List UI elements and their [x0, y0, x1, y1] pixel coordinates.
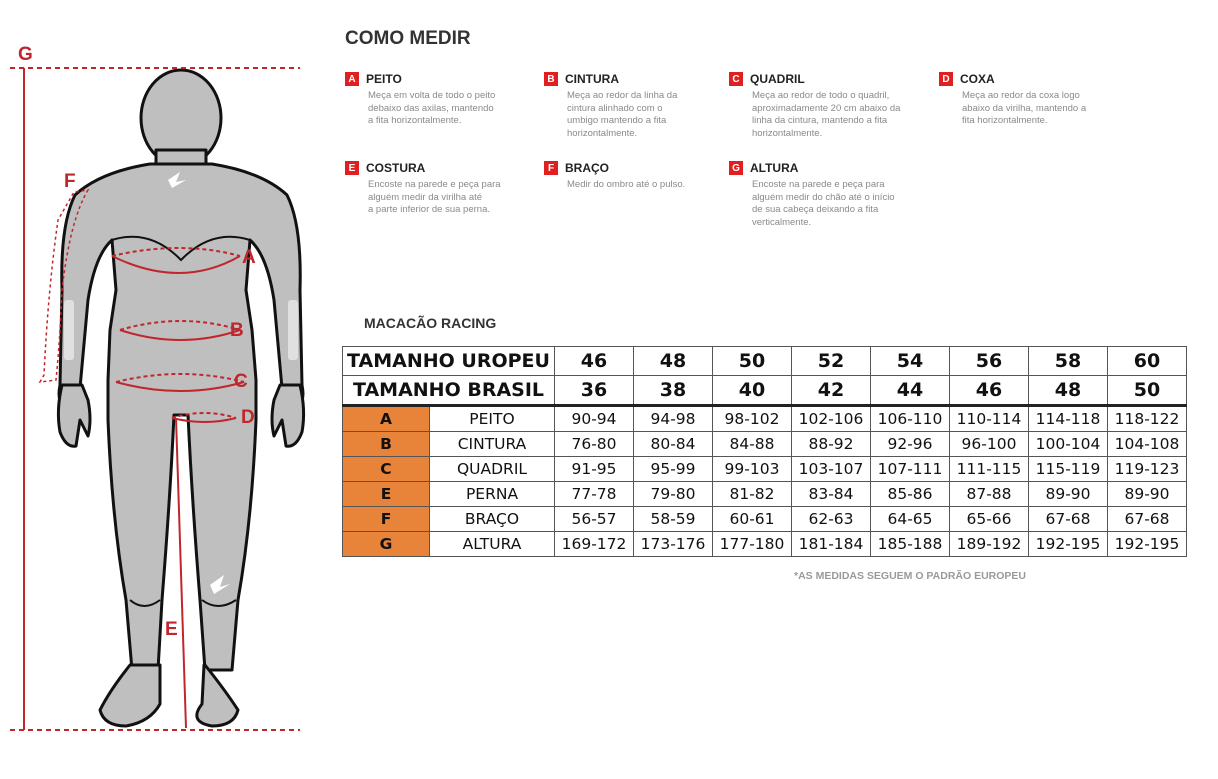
measure-cell: 115-119 — [1029, 457, 1108, 482]
measure-cell: 103-107 — [792, 457, 871, 482]
measure-cell: 67-68 — [1029, 507, 1108, 532]
measure-cell: 96-100 — [950, 432, 1029, 457]
measure-cell: 90-94 — [555, 406, 634, 432]
measure-cell: 60-61 — [713, 507, 792, 532]
row-name: BRAÇO — [430, 507, 555, 532]
measure-cell: 102-106 — [792, 406, 871, 432]
measure-cell: 119-123 — [1108, 457, 1187, 482]
br-size-row — [343, 376, 1187, 406]
eu-size: 52 — [792, 347, 871, 376]
instruction-label: ALTURA — [750, 161, 799, 175]
measure-cell: 84-88 — [713, 432, 792, 457]
measure-cell: 185-188 — [871, 532, 950, 557]
measure-cell: 62-63 — [792, 507, 871, 532]
measure-cell: 80-84 — [634, 432, 713, 457]
measure-cell: 92-96 — [871, 432, 950, 457]
measure-cell: 95-99 — [634, 457, 713, 482]
instruction-label: COXA — [960, 72, 995, 86]
br-size: 46 — [950, 376, 1029, 406]
measure-cell: 100-104 — [1029, 432, 1108, 457]
table-row — [343, 432, 1187, 457]
row-name: PERNA — [430, 482, 555, 507]
measure-cell: 77-78 — [555, 482, 634, 507]
eu-size-row — [343, 347, 1187, 376]
badge-a: A — [345, 72, 359, 86]
instruction-coxa — [939, 72, 1129, 128]
measure-cell: 169-172 — [555, 532, 634, 557]
measure-cell: 98-102 — [713, 406, 792, 432]
instruction-desc: Meça ao redor da coxa logo abaixo da virilha, mantendo a fita horizontalmente. — [962, 90, 1087, 126]
measure-cell: 79-80 — [634, 482, 713, 507]
row-name: QUADRIL — [430, 457, 555, 482]
measure-cell: 99-103 — [713, 457, 792, 482]
table-row — [343, 532, 1187, 557]
row-letter: F — [343, 507, 430, 532]
instruction-costura — [345, 161, 535, 217]
label-f: F — [64, 171, 76, 192]
measure-cell: 111-115 — [950, 457, 1029, 482]
instruction-label: QUADRIL — [750, 72, 805, 86]
label-e: E — [165, 619, 178, 640]
eu-size: 48 — [634, 347, 713, 376]
measure-cell: 89-90 — [1029, 482, 1108, 507]
measure-cell: 118-122 — [1108, 406, 1187, 432]
table-row — [343, 406, 1187, 432]
badge-b: B — [544, 72, 558, 86]
measure-cell: 104-108 — [1108, 432, 1187, 457]
measure-cell: 76-80 — [555, 432, 634, 457]
eu-size: 50 — [713, 347, 792, 376]
instruction-label: CINTURA — [565, 72, 619, 86]
measure-cell: 56-57 — [555, 507, 634, 532]
badge-e: E — [345, 161, 359, 175]
instruction-cintura — [544, 72, 734, 140]
br-size: 42 — [792, 376, 871, 406]
br-size: 40 — [713, 376, 792, 406]
measure-cell: 88-92 — [792, 432, 871, 457]
eu-size-label: TAMANHO UROPEU — [343, 347, 555, 376]
measure-rows — [343, 406, 1187, 557]
measure-cell: 87-88 — [950, 482, 1029, 507]
eu-size: 58 — [1029, 347, 1108, 376]
row-name: PEITO — [430, 406, 555, 432]
eu-size: 46 — [555, 347, 634, 376]
measure-cell: 91-95 — [555, 457, 634, 482]
label-a: A — [242, 247, 256, 268]
row-letter: G — [343, 532, 430, 557]
eu-size: 60 — [1108, 347, 1187, 376]
br-size: 44 — [871, 376, 950, 406]
eu-size: 54 — [871, 347, 950, 376]
br-size: 48 — [1029, 376, 1108, 406]
eu-size: 56 — [950, 347, 1029, 376]
row-letter: B — [343, 432, 430, 457]
body-silhouette — [58, 70, 303, 726]
instruction-braco — [544, 161, 734, 192]
badge-c: C — [729, 72, 743, 86]
measure-cell: 110-114 — [950, 406, 1029, 432]
badge-d: D — [939, 72, 953, 86]
instruction-label: BRAÇO — [565, 161, 609, 175]
label-c: C — [234, 371, 248, 392]
size-table — [342, 346, 1187, 557]
instruction-altura — [729, 161, 919, 229]
br-size: 36 — [555, 376, 634, 406]
instruction-desc: Encoste na parede e peça para alguém medir da virilha até a parte inferior de sua perna. — [368, 179, 501, 215]
measure-cell: 189-192 — [950, 532, 1029, 557]
badge-g: G — [729, 161, 743, 175]
page-title: COMO MEDIR — [345, 28, 471, 49]
footnote: *AS MEDIDAS SEGUEM O PADRÃO EUROPEU — [794, 570, 1026, 582]
row-letter: A — [343, 406, 430, 432]
measure-cell: 106-110 — [871, 406, 950, 432]
instruction-desc: Medir do ombro até o pulso. — [567, 179, 686, 190]
row-name: CINTURA — [430, 432, 555, 457]
instruction-desc: Meça ao redor da linha da cintura alinhado com o umbigo mantendo a fita horizontalmente. — [567, 90, 678, 139]
br-size: 38 — [634, 376, 713, 406]
measure-cell: 58-59 — [634, 507, 713, 532]
label-d: D — [241, 407, 255, 428]
body-measurement-figure — [0, 0, 330, 779]
table-row — [343, 457, 1187, 482]
br-size-label: TAMANHO BRASIL — [343, 376, 555, 406]
badge-f: F — [544, 161, 558, 175]
measure-cell: 192-195 — [1108, 532, 1187, 557]
table-title: MACACÃO RACING — [364, 315, 497, 331]
row-name: ALTURA — [430, 532, 555, 557]
measure-cell: 181-184 — [792, 532, 871, 557]
measure-cell: 67-68 — [1108, 507, 1187, 532]
instruction-peito — [345, 72, 535, 128]
instruction-desc: Meça ao redor de todo o quadril, aproximadamente 20 cm abaixo da linha da cintura, mantendo a fita horizontalmente. — [752, 90, 901, 139]
measure-cell: 65-66 — [950, 507, 1029, 532]
measure-cell: 94-98 — [634, 406, 713, 432]
label-b: B — [230, 320, 244, 341]
measure-cell: 114-118 — [1029, 406, 1108, 432]
measure-cell: 192-195 — [1029, 532, 1108, 557]
instruction-label: PEITO — [366, 72, 402, 86]
row-letter: E — [343, 482, 430, 507]
measure-cell: 173-176 — [634, 532, 713, 557]
br-size: 50 — [1108, 376, 1187, 406]
row-letter: C — [343, 457, 430, 482]
instruction-desc: Meça em volta de todo o peito debaixo das axilas, mantendo a fita horizontalmente. — [368, 90, 496, 126]
measure-cell: 81-82 — [713, 482, 792, 507]
measure-cell: 177-180 — [713, 532, 792, 557]
measure-cell: 83-84 — [792, 482, 871, 507]
instruction-quadril — [729, 72, 919, 140]
measure-cell: 64-65 — [871, 507, 950, 532]
measure-cell: 89-90 — [1108, 482, 1187, 507]
measure-cell: 107-111 — [871, 457, 950, 482]
label-g: G — [18, 44, 33, 65]
table-row — [343, 482, 1187, 507]
measure-cell: 85-86 — [871, 482, 950, 507]
instruction-desc: Encoste na parede e peça para alguém medir do chão até o início de sua cabeça deixando a fita verticalmente. — [752, 179, 895, 228]
table-row — [343, 507, 1187, 532]
instruction-label: COSTURA — [366, 161, 426, 175]
